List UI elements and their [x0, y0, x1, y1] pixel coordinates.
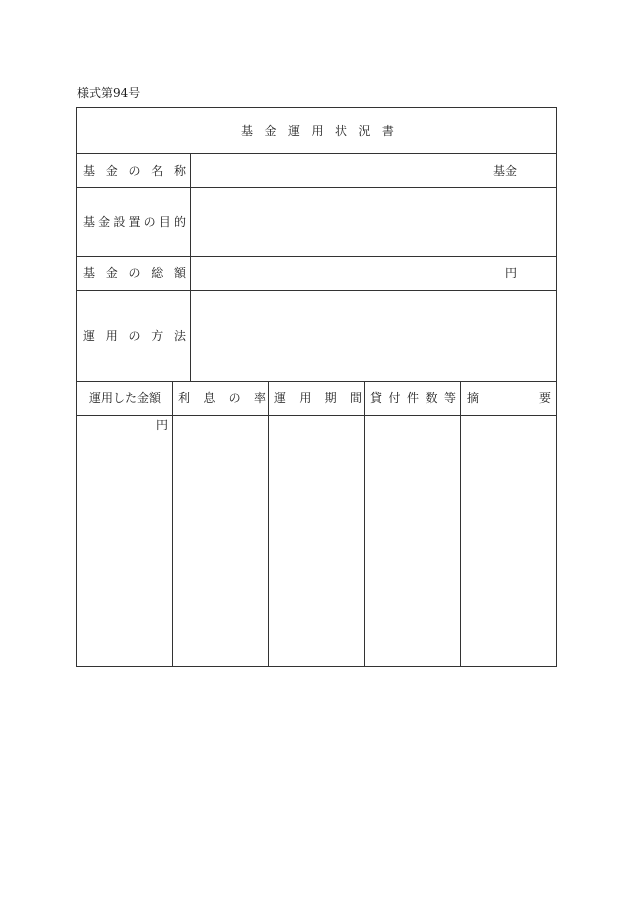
label-char: 用: [105, 329, 118, 343]
header-char: 等: [443, 391, 456, 405]
title-char: 況: [358, 124, 371, 138]
rule: [172, 381, 173, 667]
column-header-loan-count: [370, 391, 456, 405]
fund-total-label: [83, 266, 186, 280]
rule: [77, 290, 556, 291]
rule: [77, 415, 556, 416]
label-char: 基: [83, 164, 96, 178]
column-header-period: [274, 391, 362, 405]
fund-purpose-label: [83, 215, 186, 229]
rule: [364, 381, 365, 667]
header-char: の: [228, 391, 241, 405]
label-char: 金: [105, 164, 118, 178]
header-char: 利: [178, 391, 191, 405]
header-char: 間: [349, 391, 362, 405]
rule: [77, 256, 556, 257]
label-char: 金: [105, 266, 118, 280]
label-char: の: [128, 266, 141, 280]
label-char: の: [128, 329, 141, 343]
header-char: 件: [406, 391, 419, 405]
amount-unit: 円: [156, 418, 169, 432]
rule: [460, 381, 461, 667]
rule: [190, 153, 191, 381]
rule: [77, 381, 556, 382]
label-char: 運: [83, 329, 96, 343]
fund-name-suffix: 基金: [493, 164, 518, 178]
label-char: 名: [151, 164, 164, 178]
title-char: 基: [241, 124, 254, 138]
title-char: 用: [311, 124, 324, 138]
header-char: 数: [425, 391, 438, 405]
label-char: 額: [173, 266, 186, 280]
column-header-amount: 運用した金額: [89, 391, 162, 405]
rule: [268, 381, 269, 667]
label-char: 的: [173, 215, 186, 229]
rule: [77, 153, 556, 154]
fund-name-label: [83, 164, 186, 178]
header-char: 用: [299, 391, 312, 405]
label-char: 基: [83, 215, 96, 229]
label-char: 基: [83, 266, 96, 280]
column-header-remarks: [467, 391, 551, 405]
header-char: 率: [253, 391, 266, 405]
title-char: 金: [264, 124, 277, 138]
header-char: 貸: [370, 391, 383, 405]
form-frame: [76, 107, 557, 667]
rule: [77, 187, 556, 188]
header-char: 付: [388, 391, 401, 405]
form-number: 様式第94号: [77, 86, 141, 100]
form-title: [241, 124, 394, 138]
label-char: 方: [151, 329, 164, 343]
label-char: 設: [113, 215, 126, 229]
label-char: 法: [173, 329, 186, 343]
label-char: 称: [173, 164, 186, 178]
title-char: 状: [334, 124, 347, 138]
operation-method-label: [83, 329, 186, 343]
label-char: 総: [151, 266, 164, 280]
label-char: 置: [128, 215, 141, 229]
header-char: 息: [203, 391, 216, 405]
fund-total-unit: 円: [505, 266, 518, 280]
label-char: の: [143, 215, 156, 229]
label-char: 目: [158, 215, 171, 229]
title-char: 運: [287, 124, 300, 138]
header-char: 摘: [467, 391, 480, 405]
header-char: 期: [324, 391, 337, 405]
label-char: 金: [98, 215, 111, 229]
header-char: 要: [538, 391, 551, 405]
column-header-interest-rate: [178, 391, 266, 405]
title-char: 書: [381, 124, 394, 138]
label-char: の: [128, 164, 141, 178]
header-char: 運: [274, 391, 287, 405]
